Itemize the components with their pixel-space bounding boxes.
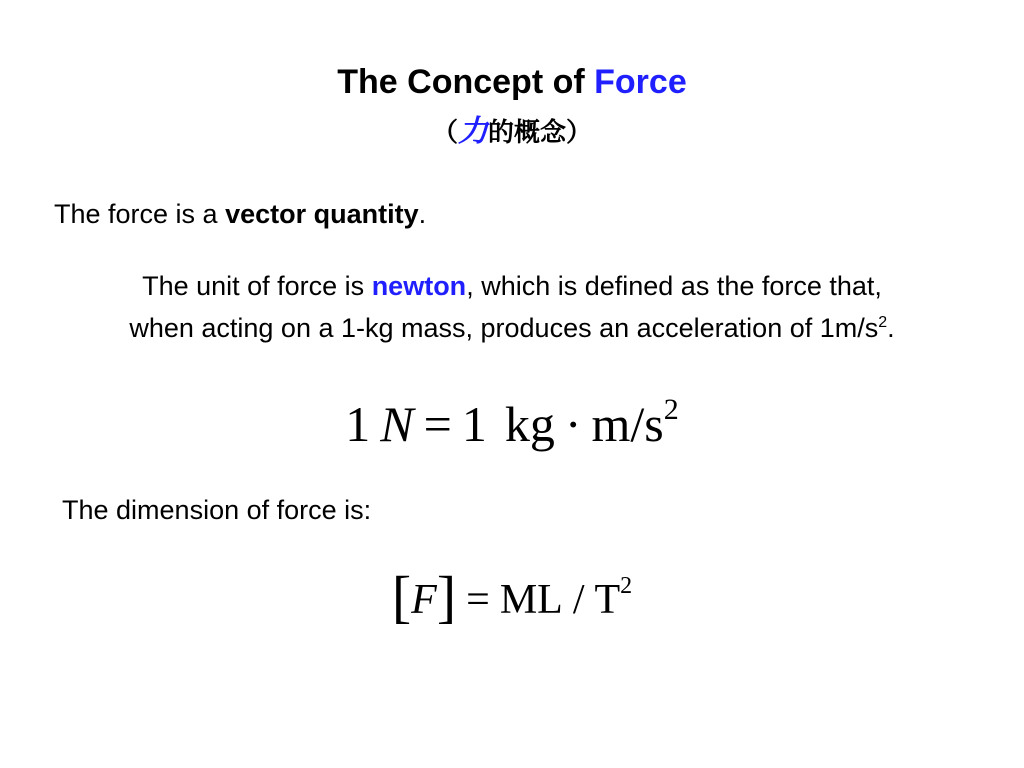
eq1-lhs-unit: N (380, 396, 414, 452)
eq2-slash: / (572, 577, 585, 623)
slide-title (0, 60, 1024, 104)
eq1-exp: 2 (663, 393, 679, 426)
newton-definition (0, 265, 1024, 349)
dimension-equation (0, 562, 1024, 638)
p2-rest2: when acting on a 1-kg mass, produces an acceleration of 1m/s (129, 313, 879, 343)
subtitle-accent: 力 (457, 114, 488, 149)
eq2-exp: 2 (620, 573, 633, 599)
dimension-statement (62, 492, 371, 528)
p2-lead: The unit of force is (142, 271, 372, 301)
vector-quantity-statement (54, 196, 426, 232)
eq1-kg: kg (504, 396, 555, 452)
slide-subtitle (0, 112, 1024, 153)
subtitle-close-paren: ） (566, 118, 593, 148)
subtitle-open-paren: （ (431, 118, 458, 148)
title-accent: Force (594, 63, 687, 101)
p1-tail: . (418, 199, 427, 229)
title-prefix: The Concept of (337, 63, 595, 101)
p1-bold: vector quantity (225, 199, 419, 229)
p1-text: The force is a (54, 199, 226, 229)
eq2-equals: = (466, 577, 490, 623)
newton-equation (0, 392, 1024, 464)
eq2-left-bracket: [ (391, 564, 412, 629)
eq1-lhs-num: 1 (345, 396, 371, 452)
eq2-ml: ML (499, 577, 563, 623)
p2-rest1: , which is defined as the force that, (466, 271, 882, 301)
eq1-equals: = (423, 396, 452, 452)
p2-end: . (887, 313, 895, 343)
p2-sup: 2 (878, 314, 888, 331)
p3-text: The dimension of force is: (62, 495, 372, 525)
p2-newton: newton (371, 271, 467, 301)
eq2-var: F (411, 577, 437, 623)
eq1-dot: · (564, 396, 582, 452)
eq2-right-bracket: ] (436, 564, 457, 629)
eq1-rhs-num: 1 (461, 396, 487, 452)
eq2-t: T (594, 577, 621, 623)
eq1-ms: m/s (591, 396, 664, 452)
subtitle-rest: 的概念 (487, 118, 566, 148)
